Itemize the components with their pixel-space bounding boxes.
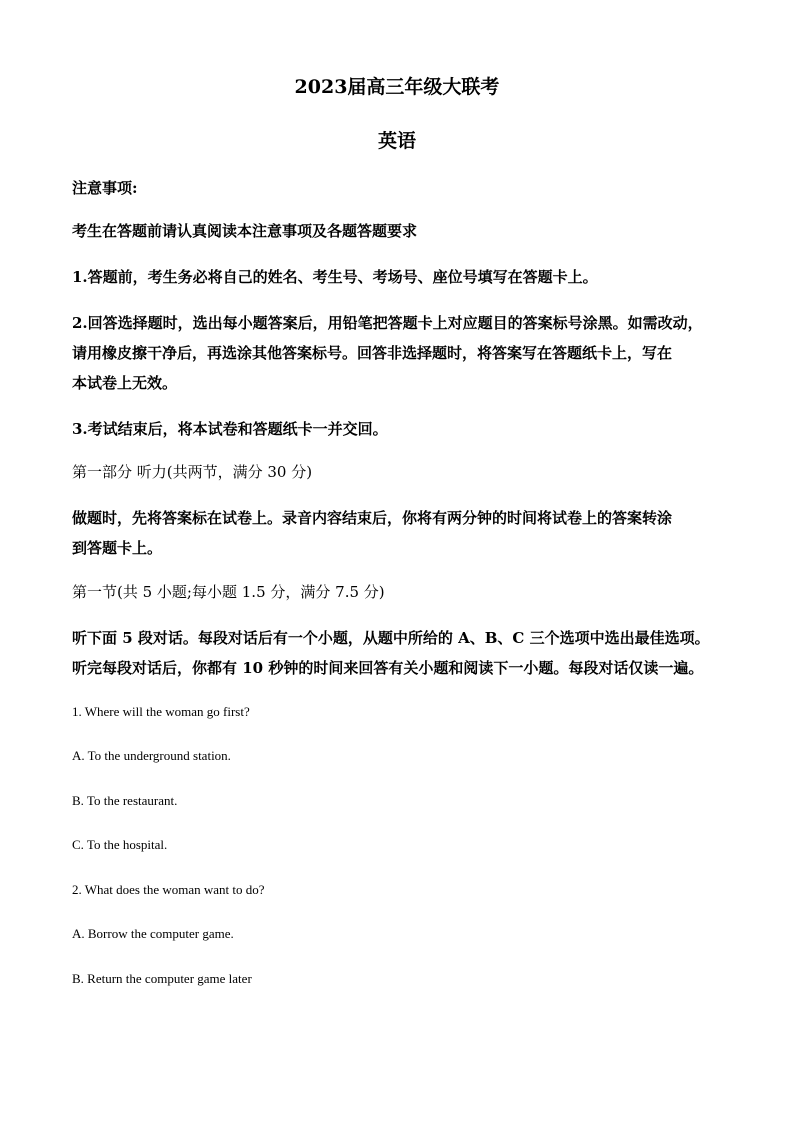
notice-intro: 考生在答题前请认真阅读本注意事项及各题答题要求 — [72, 222, 418, 240]
question-option: B. Return the computer game later — [72, 971, 252, 986]
subject-title: 英语 — [377, 130, 416, 152]
question-stem: 1. Where will the woman go first? — [72, 704, 250, 719]
section-1-instructions-line-2: 听完每段对话后，你都有 10 秒钟的时间来回答有关小题和阅读下一小题。每段对话仅读一遍。 — [72, 659, 704, 677]
notice-item-2-line-2: 请用橡皮擦干净后，再选涂其他答案标号。回答非选择题时，将答案写在答题纸卡上，写在 — [72, 344, 673, 362]
part-1-heading: 第一部分 听力(共两节，满分 30 分) — [72, 463, 313, 481]
notice-item-3: 3.考试结束后，将本试卷和答题纸卡一并交回。 — [72, 420, 388, 438]
question-option: A. To the underground station. — [72, 748, 231, 763]
notice-heading: 注意事项: — [72, 179, 138, 197]
question-stem: 2. What does the woman want to do? — [72, 882, 265, 897]
section-1-heading: 第一节(共 5 小题;每小题 1.5 分，满分 7.5 分) — [72, 583, 385, 601]
question-option: A. Borrow the computer game. — [72, 926, 234, 941]
notice-item-2-line-1: 2.回答选择题时，选出每小题答案后，用铅笔把答题卡上对应题目的答案标号涂黑。如需改动， — [72, 314, 703, 332]
part-1-instructions-line-1: 做题时，先将答案标在试卷上。录音内容结束后，你将有两分钟的时间将试卷上的答案转涂 — [72, 509, 673, 527]
part-1-instructions-line-2: 到答题卡上。 — [72, 539, 163, 557]
notice-item-1: 1.答题前，考生务必将自己的姓名、考生号、考场号、座位号填写在答题卡上。 — [72, 268, 598, 286]
question-option: B. To the restaurant. — [72, 793, 178, 808]
exam-title: 2023届高三年级大联考 — [294, 76, 500, 98]
section-1-instructions-line-1: 听下面 5 段对话。每段对话后有一个小题，从题中所给的 A、B、C 三个选项中选出最佳选项。 — [72, 629, 710, 647]
notice-item-2-line-3: 本试卷上无效。 — [72, 374, 178, 392]
question-option: C. To the hospital. — [72, 837, 168, 852]
